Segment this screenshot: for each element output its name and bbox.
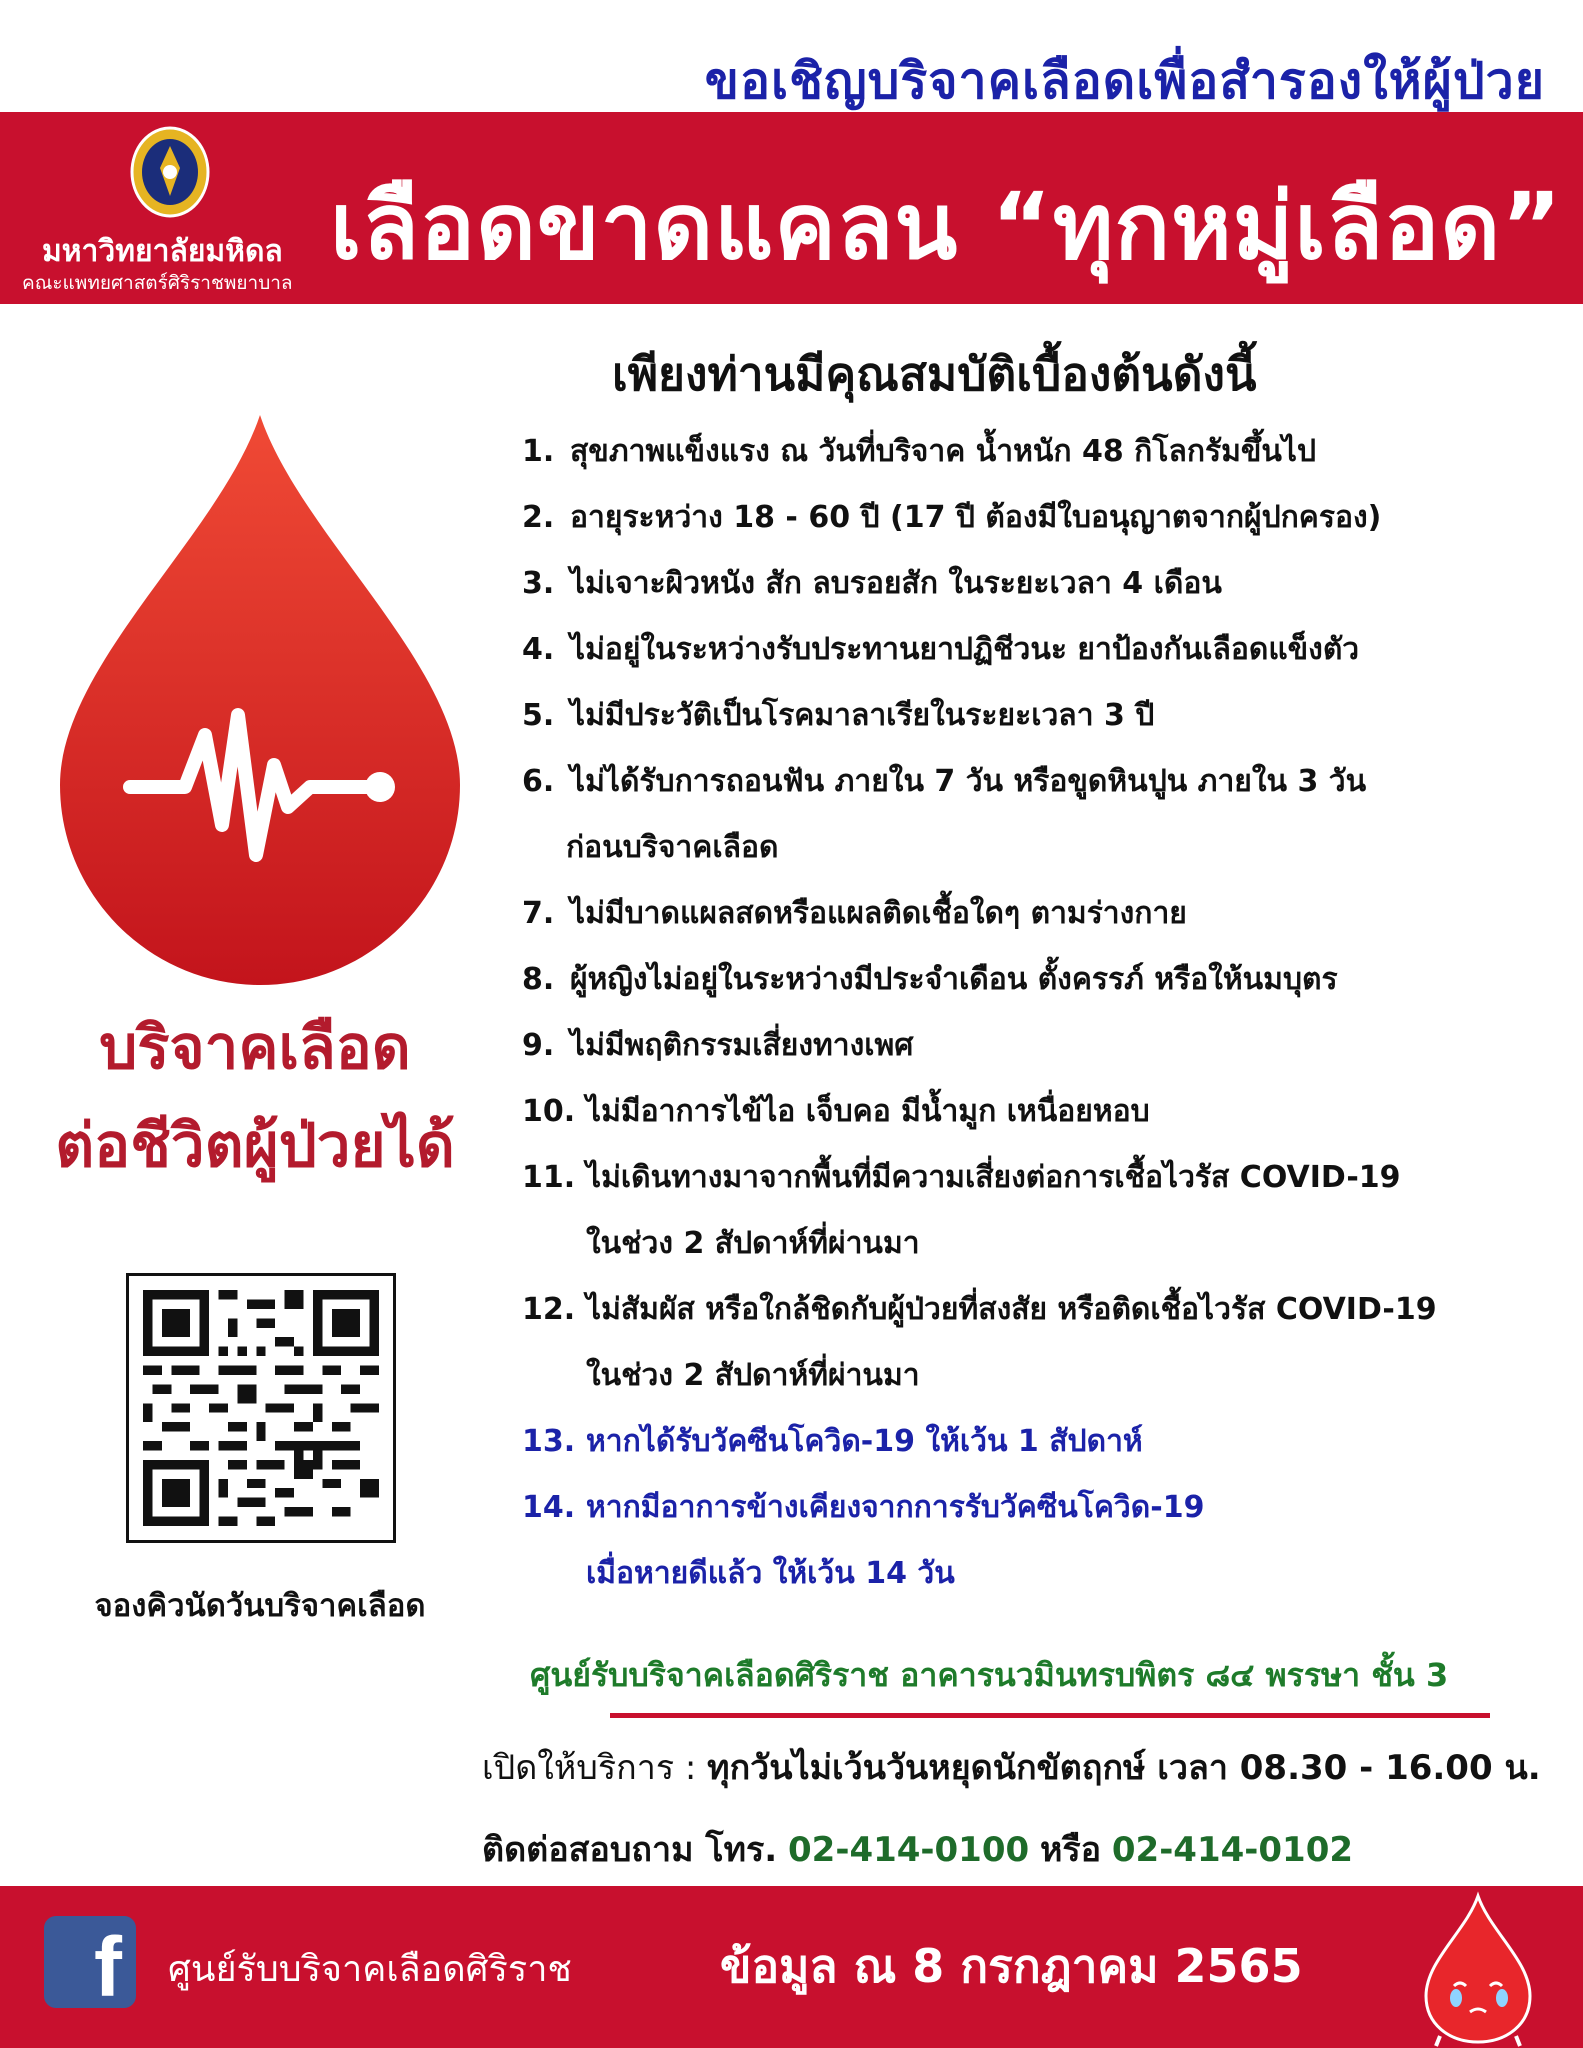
footer-bar: [0, 1886, 1583, 2048]
criteria-text: สุขภาพแข็งแรง ณ วันที่บริจาค น้ำหนัก 48 กิโลกรัมขึ้นไป: [570, 434, 1317, 469]
criteria-text: หากได้รับวัคซีนโควิด-19 ให้เว้น 1 สัปดาห์: [586, 1424, 1143, 1459]
criteria-text: ไม่มีประวัติเป็นโรคมาลาเรียในระยะเวลา 3 ปี: [570, 698, 1155, 733]
mahidol-seal-icon: [128, 124, 212, 224]
criteria-continuation: เมื่อหายดีแล้ว ให้เว้น 14 วัน: [586, 1556, 955, 1591]
phone-number-2[interactable]: 02-414-0102: [1111, 1830, 1354, 1870]
hours-label: เปิดให้บริการ :: [482, 1748, 697, 1788]
criteria-number: 10.: [522, 1094, 576, 1129]
qr-caption: จองคิวนัดวันบริจาคเลือด: [94, 1588, 426, 1624]
criteria-number: 4.: [522, 632, 555, 667]
blood-drop-mascot-icon: [1418, 1886, 1538, 2048]
criteria-number: 3.: [522, 566, 555, 601]
criteria-number: 1.: [522, 434, 555, 469]
criteria-text: ไม่มีบาดแผลสดหรือแผลติดเชื้อใดๆ ตามร่างกาย: [570, 896, 1187, 931]
criteria-text: ไม่อยู่ในระหว่างรับประทานยาปฏิชีวนะ ยาป้องกันเลือดแข็งตัว: [570, 632, 1360, 667]
criteria-continuation: ก่อนบริจาคเลือด: [566, 830, 779, 865]
criteria-number: 13.: [522, 1424, 576, 1459]
hours-value: ทุกวันไม่เว้นวันหยุดนักขัตฤกษ์ เวลา 08.30 - 16.00 น.: [707, 1748, 1541, 1788]
criteria-item: [522, 1484, 1204, 1531]
data-as-of-date: ข้อมูล ณ 8 กรกฎาคม 2565: [720, 1939, 1303, 1993]
criteria-item: [522, 692, 1154, 739]
facebook-glyph: f: [94, 1920, 122, 2014]
criteria-item: [522, 626, 1359, 673]
criteria-item: [522, 758, 1366, 805]
criteria-item: [522, 1154, 1401, 1201]
faculty-name: คณะแพทยศาสตร์ศิริราชพยาบาล: [22, 272, 293, 294]
donate-cta-line1: บริจาคเลือด: [99, 1013, 411, 1083]
criteria-number: 2.: [522, 500, 555, 535]
qr-code-pattern: [143, 1290, 379, 1526]
criteria-number: 12.: [522, 1292, 576, 1327]
criteria-item: [522, 560, 1222, 607]
criteria-text: ไม่สัมผัส หรือใกล้ชิดกับผู้ป่วยที่สงสัย หรือติดเชื้อไวรัส COVID-19: [586, 1292, 1437, 1327]
donate-cta-line2: ต่อชีวิตผู้ป่วยได้: [55, 1111, 455, 1181]
criteria-number: 8.: [522, 962, 555, 997]
divider: [610, 1713, 1490, 1718]
qr-code[interactable]: [126, 1273, 396, 1543]
criteria-number: 9.: [522, 1028, 555, 1063]
criteria-text: อายุระหว่าง 18 - 60 ปี (17 ปี ต้องมีใบอนุญาตจากผู้ปกครอง): [570, 500, 1382, 535]
criteria-item: [522, 956, 1338, 1003]
criteria-number: 7.: [522, 896, 555, 931]
criteria-number: 11.: [522, 1160, 576, 1195]
facebook-page-name[interactable]: ศูนย์รับบริจาคเลือดศิริราช: [168, 1949, 572, 1990]
criteria-text: ไม่มีอาการไข้ไอ เจ็บคอ มีน้ำมูก เหนื่อยหอบ: [586, 1094, 1150, 1129]
criteria-number: 14.: [522, 1490, 576, 1525]
phone-label: ติดต่อสอบถาม โทร.: [482, 1830, 778, 1870]
criteria-item: [522, 428, 1316, 475]
criteria-text: หากมีอาการข้างเคียงจากการรับวัคซีนโควิด-19: [586, 1490, 1205, 1525]
phone-number-1[interactable]: 02-414-0100: [788, 1830, 1030, 1870]
invite-headline: ขอเชิญบริจาคเลือดเพื่อสำรองให้ผู้ป่วย: [704, 52, 1545, 110]
criteria-number: 6.: [522, 764, 555, 799]
blood-drop-heartbeat-icon: [60, 415, 460, 985]
title-banner: [0, 112, 1583, 304]
criteria-item: [522, 1022, 913, 1069]
criteria-item: [522, 494, 1381, 541]
criteria-item: [522, 890, 1187, 937]
facebook-icon[interactable]: [44, 1916, 136, 2014]
criteria-item: [522, 1286, 1437, 1333]
criteria-text: ไม่ได้รับการถอนฟัน ภายใน 7 วัน หรือขูดหินปูน ภายใน 3 วัน: [570, 764, 1367, 799]
university-name: มหาวิทยาลัยมหิดล: [42, 234, 283, 269]
criteria-text: ไม่เจาะผิวหนัง สัก ลบรอยสัก ในระยะเวลา 4 เดือน: [570, 566, 1222, 601]
criteria-item: [522, 1418, 1143, 1465]
page-title: เลือดขาดแคลน “ทุกหมู่เลือด”: [330, 173, 1563, 280]
criteria-subtitle: เพียงท่านมีคุณสมบัติเบื้องต้นดังนี้: [612, 347, 1257, 401]
criteria-number: 5.: [522, 698, 555, 733]
criteria-text: ผู้หญิงไม่อยู่ในระหว่างมีประจำเดือน ตั้งครรภ์ หรือให้นมบุตร: [570, 962, 1338, 997]
criteria-text: ไม่มีพฤติกรรมเสี่ยงทางเพศ: [570, 1028, 914, 1063]
phone-or: หรือ: [1039, 1830, 1102, 1870]
criteria-text: ไม่เดินทางมาจากพื้นที่มีความเสี่ยงต่อการเชื้อไวรัส COVID-19: [586, 1160, 1401, 1195]
criteria-continuation: ในช่วง 2 สัปดาห์ที่ผ่านมา: [586, 1358, 920, 1393]
criteria-item: [522, 1088, 1150, 1135]
opening-hours: [482, 1740, 1541, 1794]
contact-phone: [482, 1822, 1353, 1876]
donation-center-name: ศูนย์รับบริจาคเลือดศิริราช อาคารนวมินทรบพิตร ๘๔ พรรษา ชั้น 3: [530, 1656, 1449, 1694]
criteria-continuation: ในช่วง 2 สัปดาห์ที่ผ่านมา: [586, 1226, 920, 1261]
